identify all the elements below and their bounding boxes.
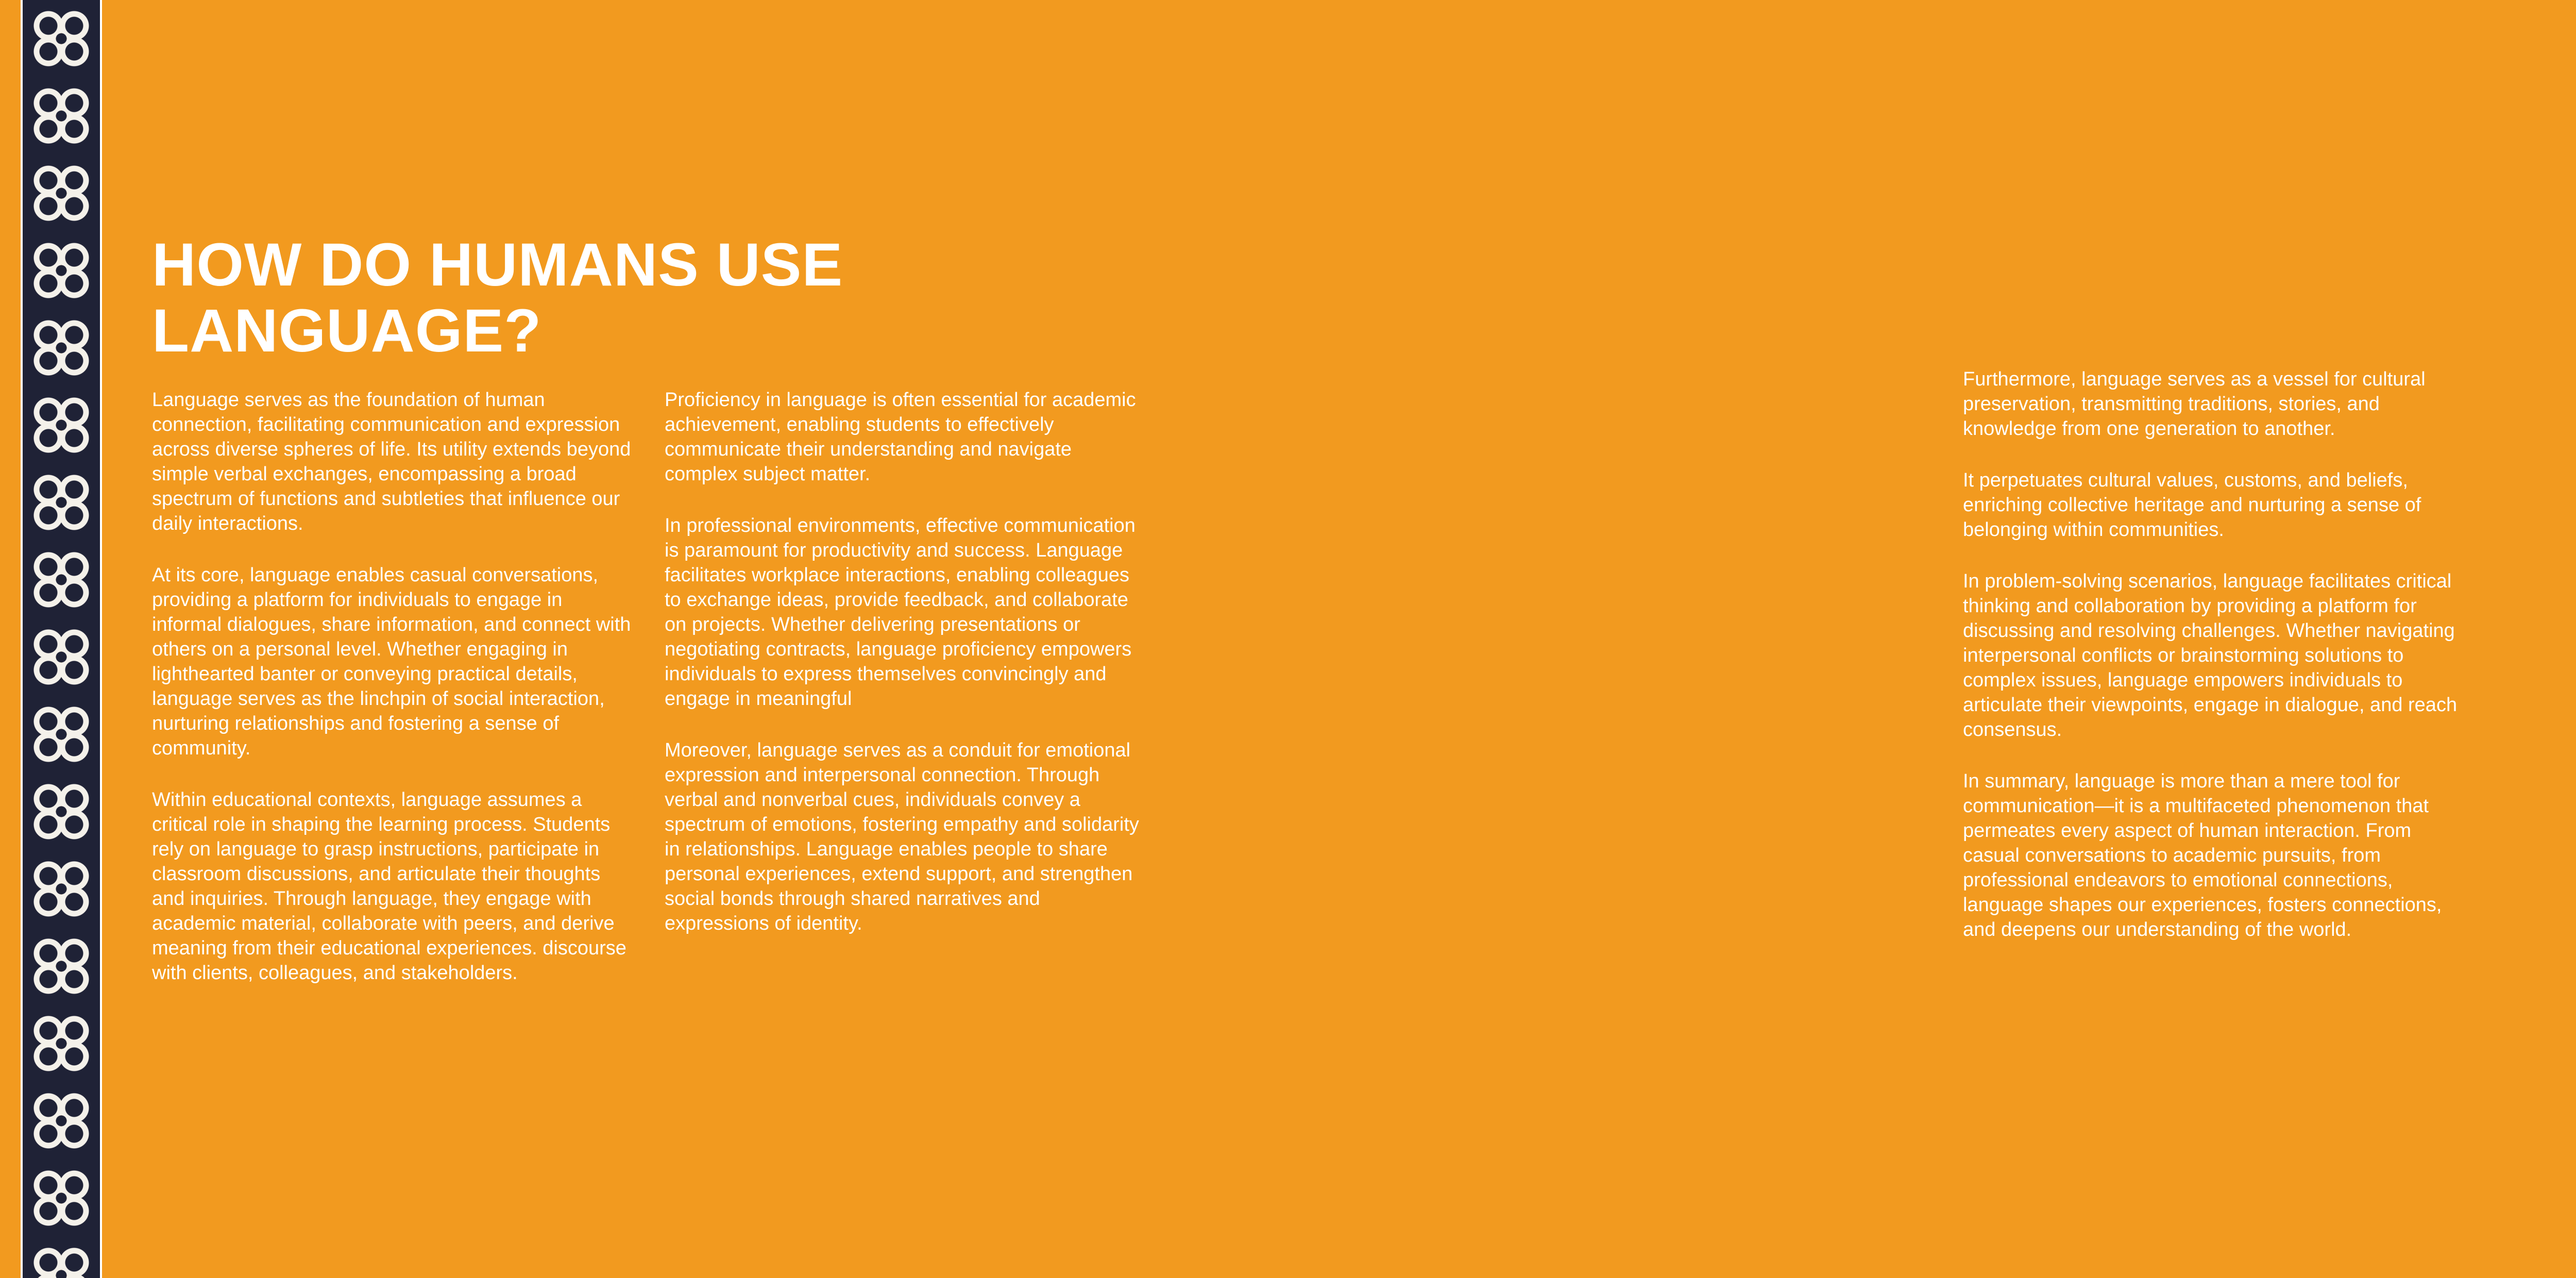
paragraph: Within educational contexts, language assumes a critical role in shaping the learning process. Students rely on language to grasp instructions, participate in classroom discussions, and articulate their thoughts and inquiries. Through language, they engage with academic material, collaborate with peers, and derive meaning from their educational experiences. discourse with clients, colleagues, and stakeholders. [152,789,626,984]
text-column-2 [665,388,1144,963]
paragraph: Language serves as the foundation of human connection, facilitating communication and expression across diverse spheres of life. Its utility extends beyond simple verbal exchanges, encompassing a broad spectrum of functions and subtleties that influence our daily interactions. [152,389,631,534]
paragraph: In problem-solving scenarios, language facilitates critical thinking and collaboration by providing a platform for discussing and resolving challenges. Whether navigating interpersonal conflicts or brainstorming solutions to complex issues, language empowers individuals to articulate their viewpoints, engage in dialogue, and reach consensus. [1963,570,2458,741]
paragraph: It perpetuates cultural values, customs, and beliefs, enriching collective heritage and nurturing a sense of belonging within communities. [1963,469,2421,541]
text-column-1 [152,388,631,1012]
left-decorative-border [21,0,102,1278]
paragraph: In summary, language is more than a mere tool for communication—it is a multifaceted phenomenon that permeates every aspect of human interaction. From casual conversations to academic pursuits, from professional endeavors to emotional connections, language shapes our experiences, fosters connections, and deepens our understanding of the world. [1963,770,2442,940]
paragraph: In professional environments, effective communication is paramount for productivity and success. Language facilitates workplace interactions, enabling colleagues to exchange ideas, provide feedback, and collaborate on projects. Whether delivering presentations or negotiating contracts, language proficiency empowers individuals to express themselves convincingly and engage in meaningful [665,515,1136,710]
paragraph: Furthermore, language serves as a vessel for cultural preservation, transmitting traditions, stories, and knowledge from one generation to another. [1963,368,2426,440]
paragraph: Moreover, language serves as a conduit for emotional expression and interpersonal connection. Through verbal and nonverbal cues, individuals convey a spectrum of emotions, fostering empathy and solidarity in relationships. Language enables people to share personal experiences, extend support, and strengthen social bonds through shared narratives and expressions of identity. [665,739,1139,934]
page-title: HOW DO HUMANS USE LANGUAGE? [152,231,843,365]
paragraph: Proficiency in language is often essential for academic achievement, enabling students to effectively communicate their understanding and navigate complex subject matter. [665,389,1136,485]
text-column-3 [1963,367,2458,969]
paragraph: At its core, language enables casual conversations, providing a platform for individuals to engage in informal dialogues, share information, and connect with others on a personal level. Whether engaging in lighthearted banter or conveying practical details, language serves as the linchpin of social interaction, nurturing relationships and fostering a sense of community. [152,564,631,759]
